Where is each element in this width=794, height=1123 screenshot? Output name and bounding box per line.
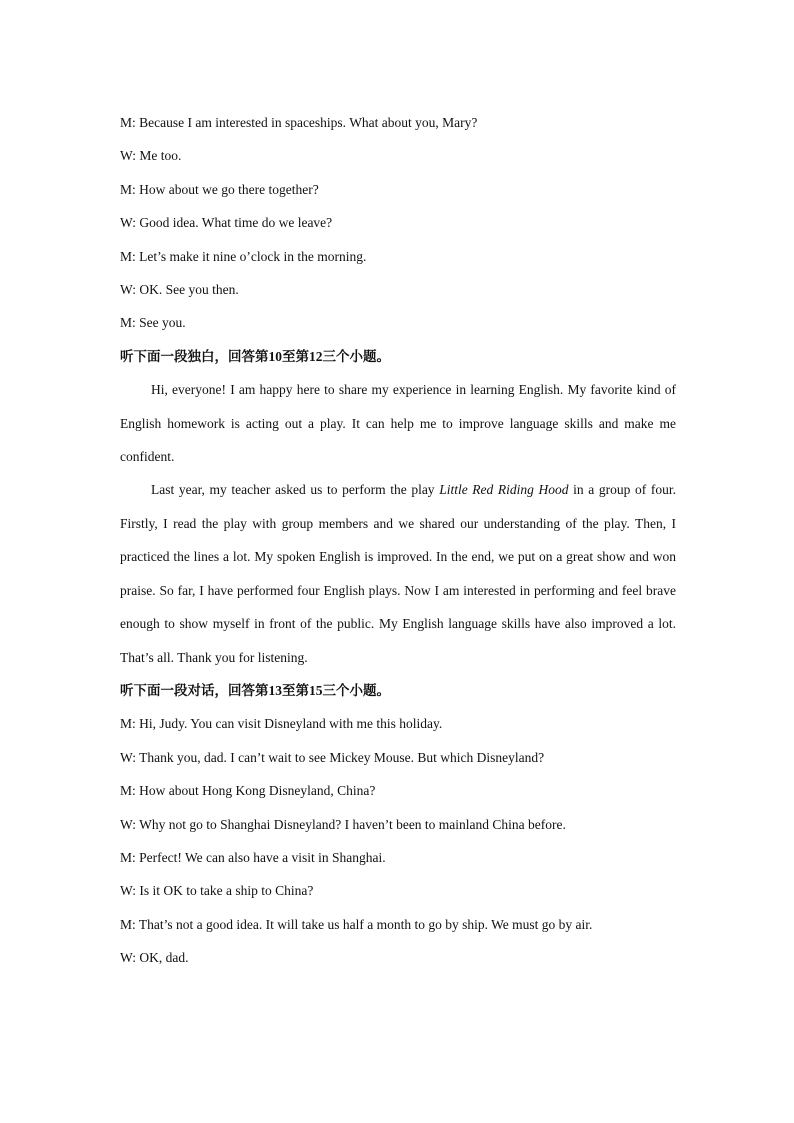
monologue-paragraph-1 xyxy=(120,373,676,473)
dialogue-line: W: OK, dad. xyxy=(120,950,189,966)
dialogue-line: W: Thank you, dad. I can’t wait to see Mickey Mouse. But which Disneyland? xyxy=(120,749,545,765)
play-title: Little Red Riding Hood xyxy=(439,482,569,498)
monologue-text: in a group of four. Firstly, I read the play with group members and we shared our understanding of the play. Then, I practiced the lines a lot. My spoken English is improved. In the end, we put on a great show and won praise. So far, I have performed four English plays. Now I am interested in performing and feel brave enough to show myself in front of the public. My English language skills have also improved a lot. That’s all. Thank you for listening. xyxy=(120,482,677,665)
dialogue-line: W: Is it OK to take a ship to China? xyxy=(120,883,314,899)
dialogue-line: M: Let’s make it nine o’clock in the morning. xyxy=(120,248,367,264)
document-page xyxy=(120,106,676,975)
dialogue-line: W: Why not go to Shanghai Disneyland? I haven’t been to mainland China before. xyxy=(120,816,566,832)
section-heading-dialogue: 听下面一段对话，回答第13至第15三个小题。 xyxy=(120,682,390,698)
dialogue-line: W: Good idea. What time do we leave? xyxy=(120,215,333,231)
monologue-text: Last year, my teacher asked us to perform the play xyxy=(151,482,440,498)
dialogue-line: M: Hi, Judy. You can visit Disneyland with me this holiday. xyxy=(120,716,443,732)
section-heading-monologue: 听下面一段独白，回答第10至第12三个小题。 xyxy=(120,348,390,364)
dialogue-line: M: How about we go there together? xyxy=(120,181,319,197)
dialogue-line: W: Me too. xyxy=(120,148,182,164)
dialogue-line: M: See you. xyxy=(120,315,186,331)
dialogue-line: M: How about Hong Kong Disneyland, China? xyxy=(120,783,376,799)
monologue-paragraph-2 xyxy=(120,473,676,673)
dialogue-line: W: OK. See you then. xyxy=(120,282,239,298)
dialogue-line: M: Because I am interested in spaceships. What about you, Mary? xyxy=(120,115,478,130)
dialogue-line: M: Perfect! We can also have a visit in Shanghai. xyxy=(120,849,386,865)
monologue-text: Hi, everyone! I am happy here to share my experience in learning English. My favorite kind of English homework is acting out a play. It can help me to improve language skills and make me confident. xyxy=(120,382,676,465)
dialogue-line: M: That’s not a good idea. It will take us half a month to go by ship. We must go by air. xyxy=(120,916,593,932)
